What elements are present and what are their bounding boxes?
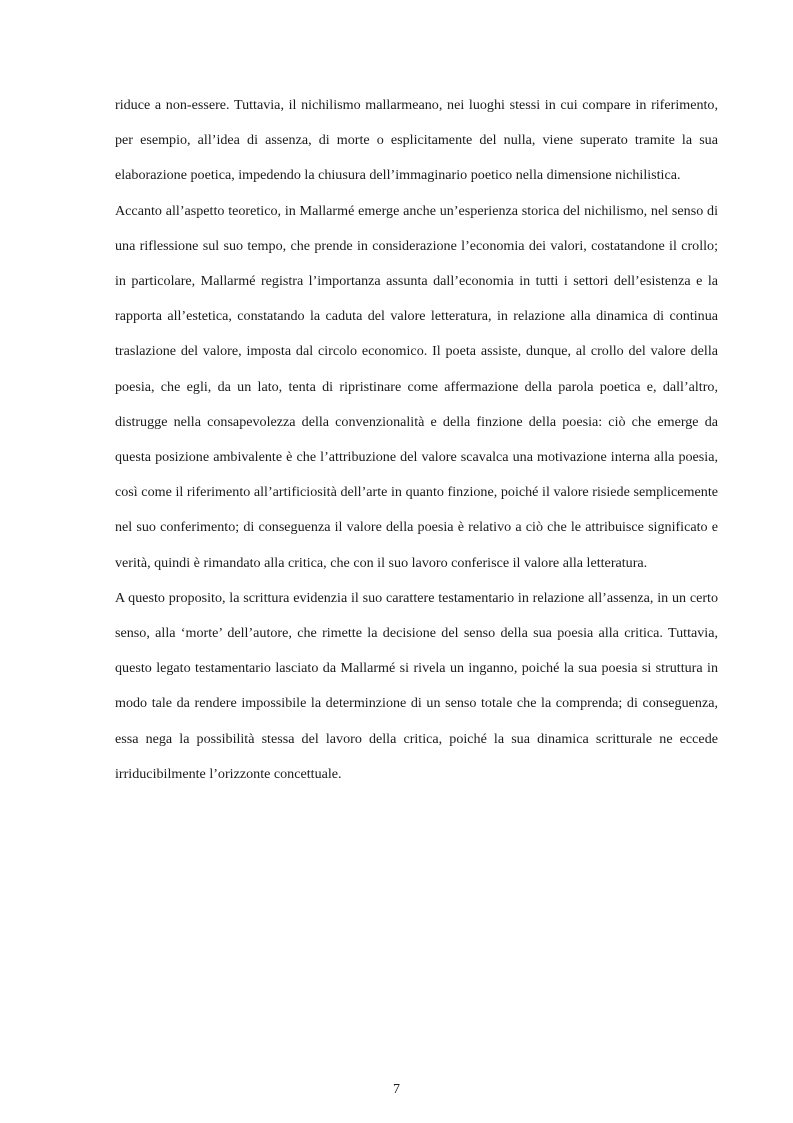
page-number: 7 [393,1082,400,1097]
paragraph-3: A questo proposito, la scrittura evidenzia il suo carattere testamentario in relazione all’assenza, in un certo senso, alla ‘morte’ dell’autore, che rimette la decisione del senso della sua poesia alla critica. Tuttavia, questo legato testamentario lasciato da Mallarmé si rivela un inganno, poiché la sua poesia si struttura in modo tale da rendere impossibile la determinzione di un senso totale che la comprenda; di conseguenza, essa nega la possibilità stessa del lavoro della critica, poiché la sua dinamica scritturale ne eccede irriducibilmente l’orizzonte concettuale. [115,589,718,782]
paragraph-2: Accanto all’aspetto teoretico, in Mallarmé emerge anche un’esperienza storica del nichilismo, nel senso di una riflessione sul suo tempo, che prende in considerazione l’economia dei valori, costatandone il crollo; in particolare, Mallarmé registra l’importanza assunta dall’economia in tutti i settori dell’esistenza e la rapporta all’estetica, constatando la caduta del valore letteratura, in relazione alla dinamica di continua traslazione del valore, imposta dal circolo economico. Il poeta assiste, dunque, al crollo del valore della poesia, che egli, da un lato, tenta di ripristinare come affermazione della parola poetica e, dall’altro, distrugge nella consapevolezza della convenzionalità e della finzione della poesia: ciò che emerge da questa posizione ambivalente è che l’attribuzione del valore scavalca una motivazione interna alla poesia, così come il riferimento all’artificiosità dell’arte in quanto finzione, poiché il valore risiede semplicemente nel suo conferimento; di conseguenza il valore della poesia è relativo a ciò che le attribuisce significato e verità, quindi è rimandato alla critica, che con il suo lavoro conferisce il valore alla letteratura. [115,202,718,571]
paragraph-1: riduce a non-essere. Tuttavia, il nichilismo mallarmeano, nei luoghi stessi in cui compare in riferimento, per esempio, all’idea di assenza, di morte o esplicitamente del nulla, viene superato tramite la sua elaborazione poetica, impedendo la chiusura dell’immaginario poetico nella dimensione nichilistica. [115,97,718,184]
body-text [115,88,718,792]
